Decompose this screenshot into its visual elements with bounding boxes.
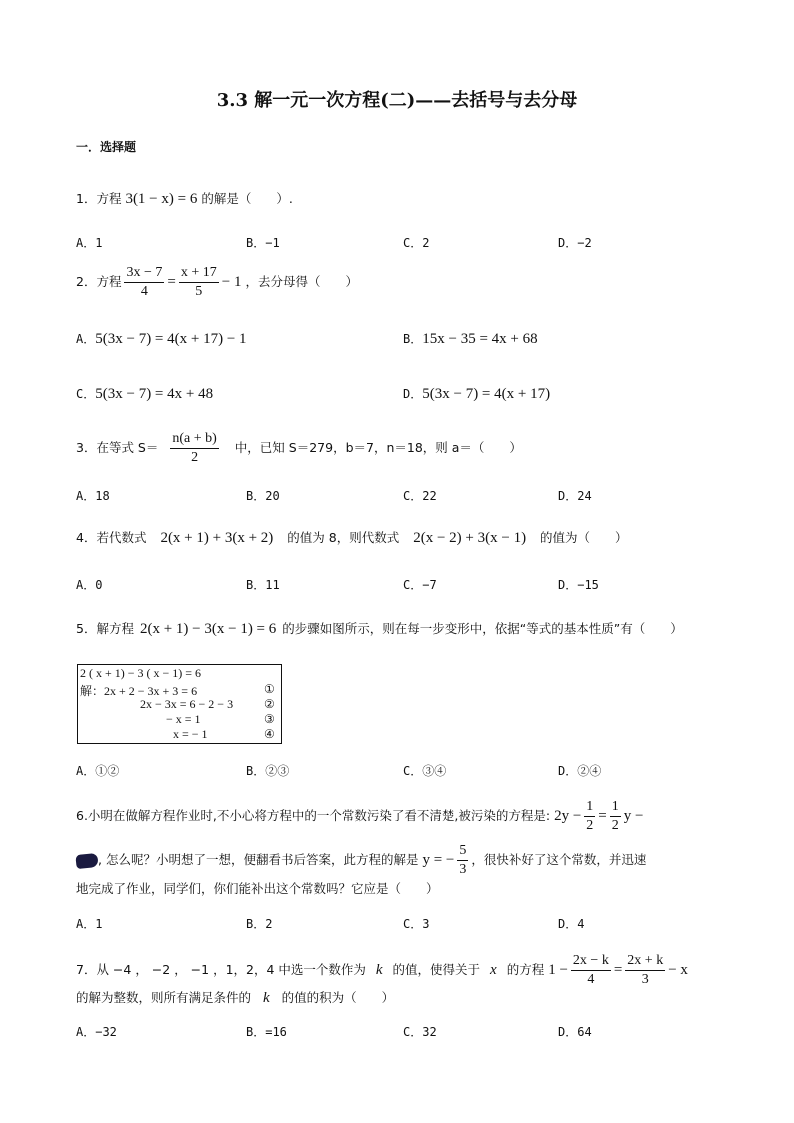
q3-option-a: A．18 (76, 489, 110, 503)
q7-text-2b: 的值的积为（ ） (281, 990, 395, 1005)
q7-fraction-1: $\frac{2x - k}{4}$ (572, 953, 609, 987)
q4-expression-2: 2(x − 2) + 3(x − 1) (413, 530, 527, 546)
q7-var-k-2: k (263, 990, 270, 1006)
page-title: 3.3 解一元一次方程(二)——去括号与去分母 (216, 90, 578, 111)
q6-option-b: B．2 (246, 917, 273, 931)
q7-eq-b: = (613, 962, 623, 978)
q6-option-c: C．3 (403, 917, 430, 931)
q1-option-b: B．−1 (246, 236, 280, 250)
question-6-line-2 (76, 842, 646, 879)
question-4 (76, 528, 628, 547)
q4-option-c: C．−7 (403, 578, 437, 592)
q1-option-a: A．1 (76, 236, 103, 250)
ink-blot-icon (75, 852, 98, 868)
q6-solution: y = − (422, 852, 455, 868)
q1-option-c: C．2 (403, 236, 430, 250)
question-5 (76, 619, 683, 638)
q5-option-b: B．②③ (246, 764, 290, 778)
q2-equals: = (167, 274, 176, 290)
q6-eq-b: = (598, 808, 607, 824)
question-6-line-1 (76, 798, 643, 835)
step-mark-1: ① (264, 682, 275, 696)
q1-option-d: D．−2 (558, 236, 592, 250)
question-6-line-3: 地完成了作业，同学们，你们能补出这个常数吗？它应是（ ） (76, 881, 439, 896)
q7-var-k: k (375, 962, 383, 978)
q2-fraction-left: $\frac{3x - 7}{4}$ (126, 265, 163, 299)
step-line-1: 解：2x + 2 − 3x + 3 = 6 (80, 684, 198, 698)
question-7-line-1 (76, 952, 688, 989)
q2-option-c: C．5(3x − 7) = 4x + 48 (76, 386, 214, 402)
q5-prefix: 5．解方程 (76, 621, 134, 636)
step-line-4: x = − 1 (173, 727, 208, 741)
q4-option-a: A．0 (76, 578, 103, 592)
question-2 (76, 264, 358, 301)
q7-text-2a: 的解为整数，则所有满足条件的 (76, 990, 252, 1005)
q2-prefix: 2．方程 (76, 274, 122, 289)
q2-option-a: A．5(3x − 7) = 4(x + 17) − 1 (76, 331, 247, 347)
question-3 (76, 430, 522, 467)
q7-eq-c: − x (668, 962, 688, 978)
q6-fraction-2: $\frac{1}{2}$ (611, 799, 619, 833)
q4-middle: 的值为 8，则代数式 (287, 530, 400, 545)
step-line-3: − x = 1 (166, 712, 201, 726)
q3-suffix: 中，已知 S＝279，b＝7，n＝18，则 a＝（ ） (234, 440, 522, 455)
q6-fraction-1: $\frac{1}{2}$ (586, 799, 594, 833)
q7-eq-a: 1 − (548, 962, 568, 978)
step-mark-2: ② (264, 697, 275, 711)
section-heading: 一．选择题 (76, 140, 137, 154)
q1-suffix: 的解是（ ）. (201, 191, 293, 206)
q4-option-b: B．11 (246, 578, 280, 592)
q5-suffix: 的步骤如图所示，则在每一步变形中，依据“等式的基本性质”有（ ） (282, 621, 683, 636)
q7-fraction-2: $\frac{2x + k}{3}$ (627, 953, 664, 987)
q7-prefix: 7．从 −4 ， −2 ， −1 ，1，2，4 中选一个数作为 (76, 962, 366, 977)
question-1 (76, 189, 293, 208)
q4-expression-1: 2(x + 1) + 3(x + 2) (160, 530, 274, 546)
q6-text-1: 6.小明在做解方程作业时,不小心将方程中的一个常数污染了看不清楚,被污染的方程是: (76, 808, 551, 823)
question-7-line-2 (76, 988, 394, 1007)
q7-option-a: A．−32 (76, 1025, 117, 1039)
step-line-2: 2x − 3x = 6 − 2 − 3 (140, 697, 234, 711)
q3-option-c: C．22 (403, 489, 437, 503)
q7-mid-1: 的值，使得关于 (392, 962, 481, 977)
q4-option-d: D．−15 (558, 578, 599, 592)
q3-option-b: B．20 (246, 489, 280, 503)
step-mark-4: ④ (264, 727, 275, 741)
q4-suffix: 的值为（ ） (540, 530, 628, 545)
q2-suffix: ，去分母得（ ） (245, 274, 358, 289)
q6-solution-fraction: $\frac{5}{3}$ (459, 843, 467, 877)
q1-prefix: 1．方程 (76, 191, 122, 206)
q5-equation: 2(x + 1) − 3(x − 1) = 6 (139, 621, 277, 637)
q7-option-d: D．64 (558, 1025, 592, 1039)
q3-option-d: D．24 (558, 489, 592, 503)
q2-fraction-right: $\frac{x + 17}{5}$ (180, 265, 217, 299)
q7-var-x: x (490, 962, 497, 978)
q7-option-b: B．=16 (246, 1025, 287, 1039)
q5-option-d: D．②④ (558, 764, 602, 778)
step-line-0: 2 ( x + 1) − 3 ( x − 1) = 6 (80, 666, 202, 680)
q6-eq-c: y − (623, 808, 644, 824)
q2-option-b: B．15x − 35 = 4x + 68 (403, 331, 538, 347)
q7-mid-2: 的方程 (506, 962, 545, 977)
q6-option-a: A．1 (76, 917, 103, 931)
q4-prefix: 4．若代数式 (76, 530, 147, 545)
q5-option-a: A．①② (76, 764, 120, 778)
q6-option-d: D．4 (558, 917, 585, 931)
solution-steps-box (77, 664, 282, 744)
q2-tail: − 1 (221, 274, 242, 290)
q2-option-d: D．5(3x − 7) = 4(x + 17) (403, 386, 551, 402)
q7-option-c: C．32 (403, 1025, 437, 1039)
q3-prefix: 3．在等式 S＝ (76, 440, 159, 455)
step-mark-3: ③ (264, 712, 275, 726)
q6-text-2b: ，很快补好了这个常数，并迅速 (471, 852, 647, 867)
q1-equation: 3(1 − x) = 6 (125, 191, 198, 207)
q3-fraction: $\frac{n(a + b)}{2}$ (172, 431, 217, 465)
q6-text-2a: , 怎么呢？小明想了一想，便翻看书后答案，此方程的解是 (98, 852, 419, 867)
q6-eq-a: 2y − (554, 808, 582, 824)
q5-option-c: C．③④ (403, 764, 447, 778)
